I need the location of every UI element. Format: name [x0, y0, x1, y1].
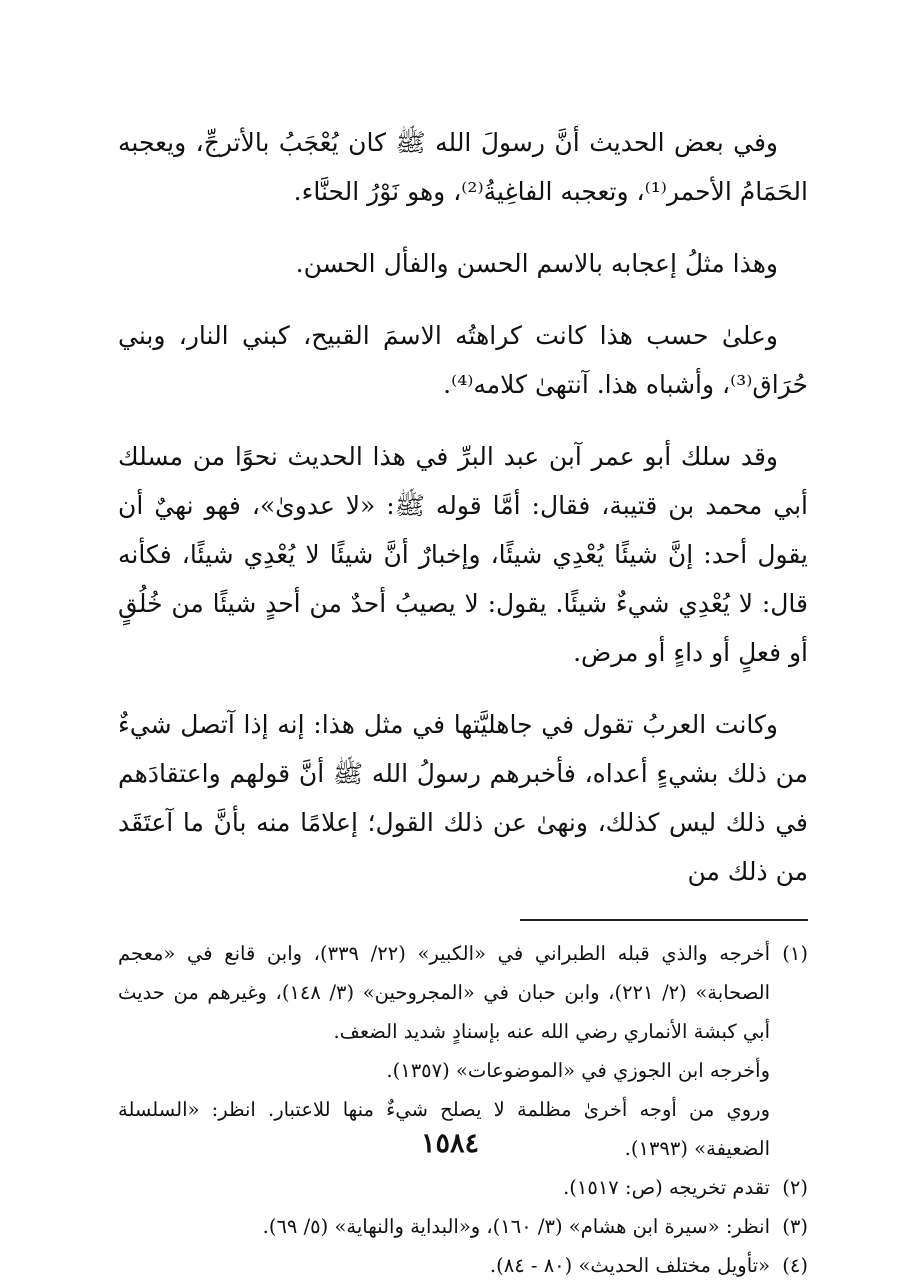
footnote-body — [118, 1207, 770, 1246]
footnote-number: (١) — [782, 942, 808, 965]
footnote-4 — [118, 1246, 808, 1285]
footnote-number: (٢) — [782, 1176, 808, 1199]
footnote-number: (٣) — [782, 1215, 808, 1238]
paragraph: وقد سلك أبو عمر آبن عبد البرِّ في هذا الحديث نحوًا من مسلك أبي محمد بن قتيبة، فقال: أمَّا قوله ﷺ: «لا عدوىٰ»، فهو نهيٌ أن يقول أحد: إنَّ شيئًا يُعْدِي شيئًا، وإخبارٌ أنَّ شيئًا لا يُعْدِي شيئًا، فكأنه قال: لا يُعْدِي شيءٌ شيئًا. يقول: لا يصيبُ أحدٌ من أحدٍ شيئًا من خُلُقٍ أو فعلٍ أو داءٍ أو مرض. — [118, 442, 808, 667]
footnote-line: وروي من أوجه أخرىٰ مظلمة لا يصلح شيءٌ منها للاعتبار. انظر: «السلسلة الضعيفة» (١٣٩٣). — [118, 1098, 770, 1160]
paragraph: وعلىٰ حسب هذا كانت كراهتُه الاسمَ القبيح، كبني النار، وبني حُرَاق⁽³⁾، وأشباه هذا. آنتهىٰ كلامه⁽⁴⁾. — [118, 321, 808, 399]
footnote-line: وأخرجه ابن الجوزي في «الموضوعات» (١٣٥٧). — [386, 1059, 770, 1082]
footnotes — [118, 934, 808, 1285]
paragraph: وفي بعض الحديث أنَّ رسولَ الله ﷺ كان يُعْجَبُ بالأترجِّ، ويعجبه الحَمَامُ الأحمر⁽¹⁾، وتعجبه الفاغِيةُ⁽²⁾، وهو نَوْرُ الحنَّاء. — [118, 128, 808, 206]
main-text — [118, 118, 808, 896]
footnote-line: أخرجه والذي قبله الطبراني في «الكبير» (٢٢/ ٣٣٩)، وابن قانع في «معجم الصحابة» (٢/ ٢٢١)، وابن حبان في «المجروحين» (٣/ ١٤٨)، وغيرهم من حديث أبي كبشة الأنماري رضي الله عنه بإسنادٍ شديد الضعف. — [118, 942, 770, 1043]
footnote-body — [118, 1246, 770, 1285]
document-page — [118, 118, 808, 1285]
footnote-separator — [520, 919, 808, 921]
footnote-3 — [118, 1207, 808, 1246]
page-number: ١٥٨٤ — [420, 1128, 479, 1159]
footnote-number: (٤) — [782, 1254, 808, 1277]
footnote-line: «تأويل مختلف الحديث» (٨٠ - ٨٤). — [489, 1254, 770, 1277]
footnote-line: انظر: «سيرة ابن هشام» (٣/ ١٦٠)، و«البداية والنهاية» (٥/ ٦٩). — [262, 1215, 770, 1238]
paragraph: وكانت العربُ تقول في جاهليَّتها في مثل هذا: إنه إذا آتصل شيءٌ من ذلك بشيءٍ أعداه، فأخبرهم رسولُ الله ﷺ أنَّ قولهم واعتقادَهم في ذلك ليس كذلك، ونهىٰ عن ذلك القول؛ إعلامًا منه بأنَّ ما آعتَقَد من ذلك من — [118, 710, 808, 886]
footnote-2 — [118, 1168, 808, 1207]
paragraph: وهذا مثلُ إعجابه بالاسم الحسن والفأل الحسن. — [295, 249, 778, 278]
footnote-body — [118, 1168, 770, 1207]
footnote-line: تقدم تخريجه (ص: ١٥١٧). — [563, 1176, 770, 1199]
